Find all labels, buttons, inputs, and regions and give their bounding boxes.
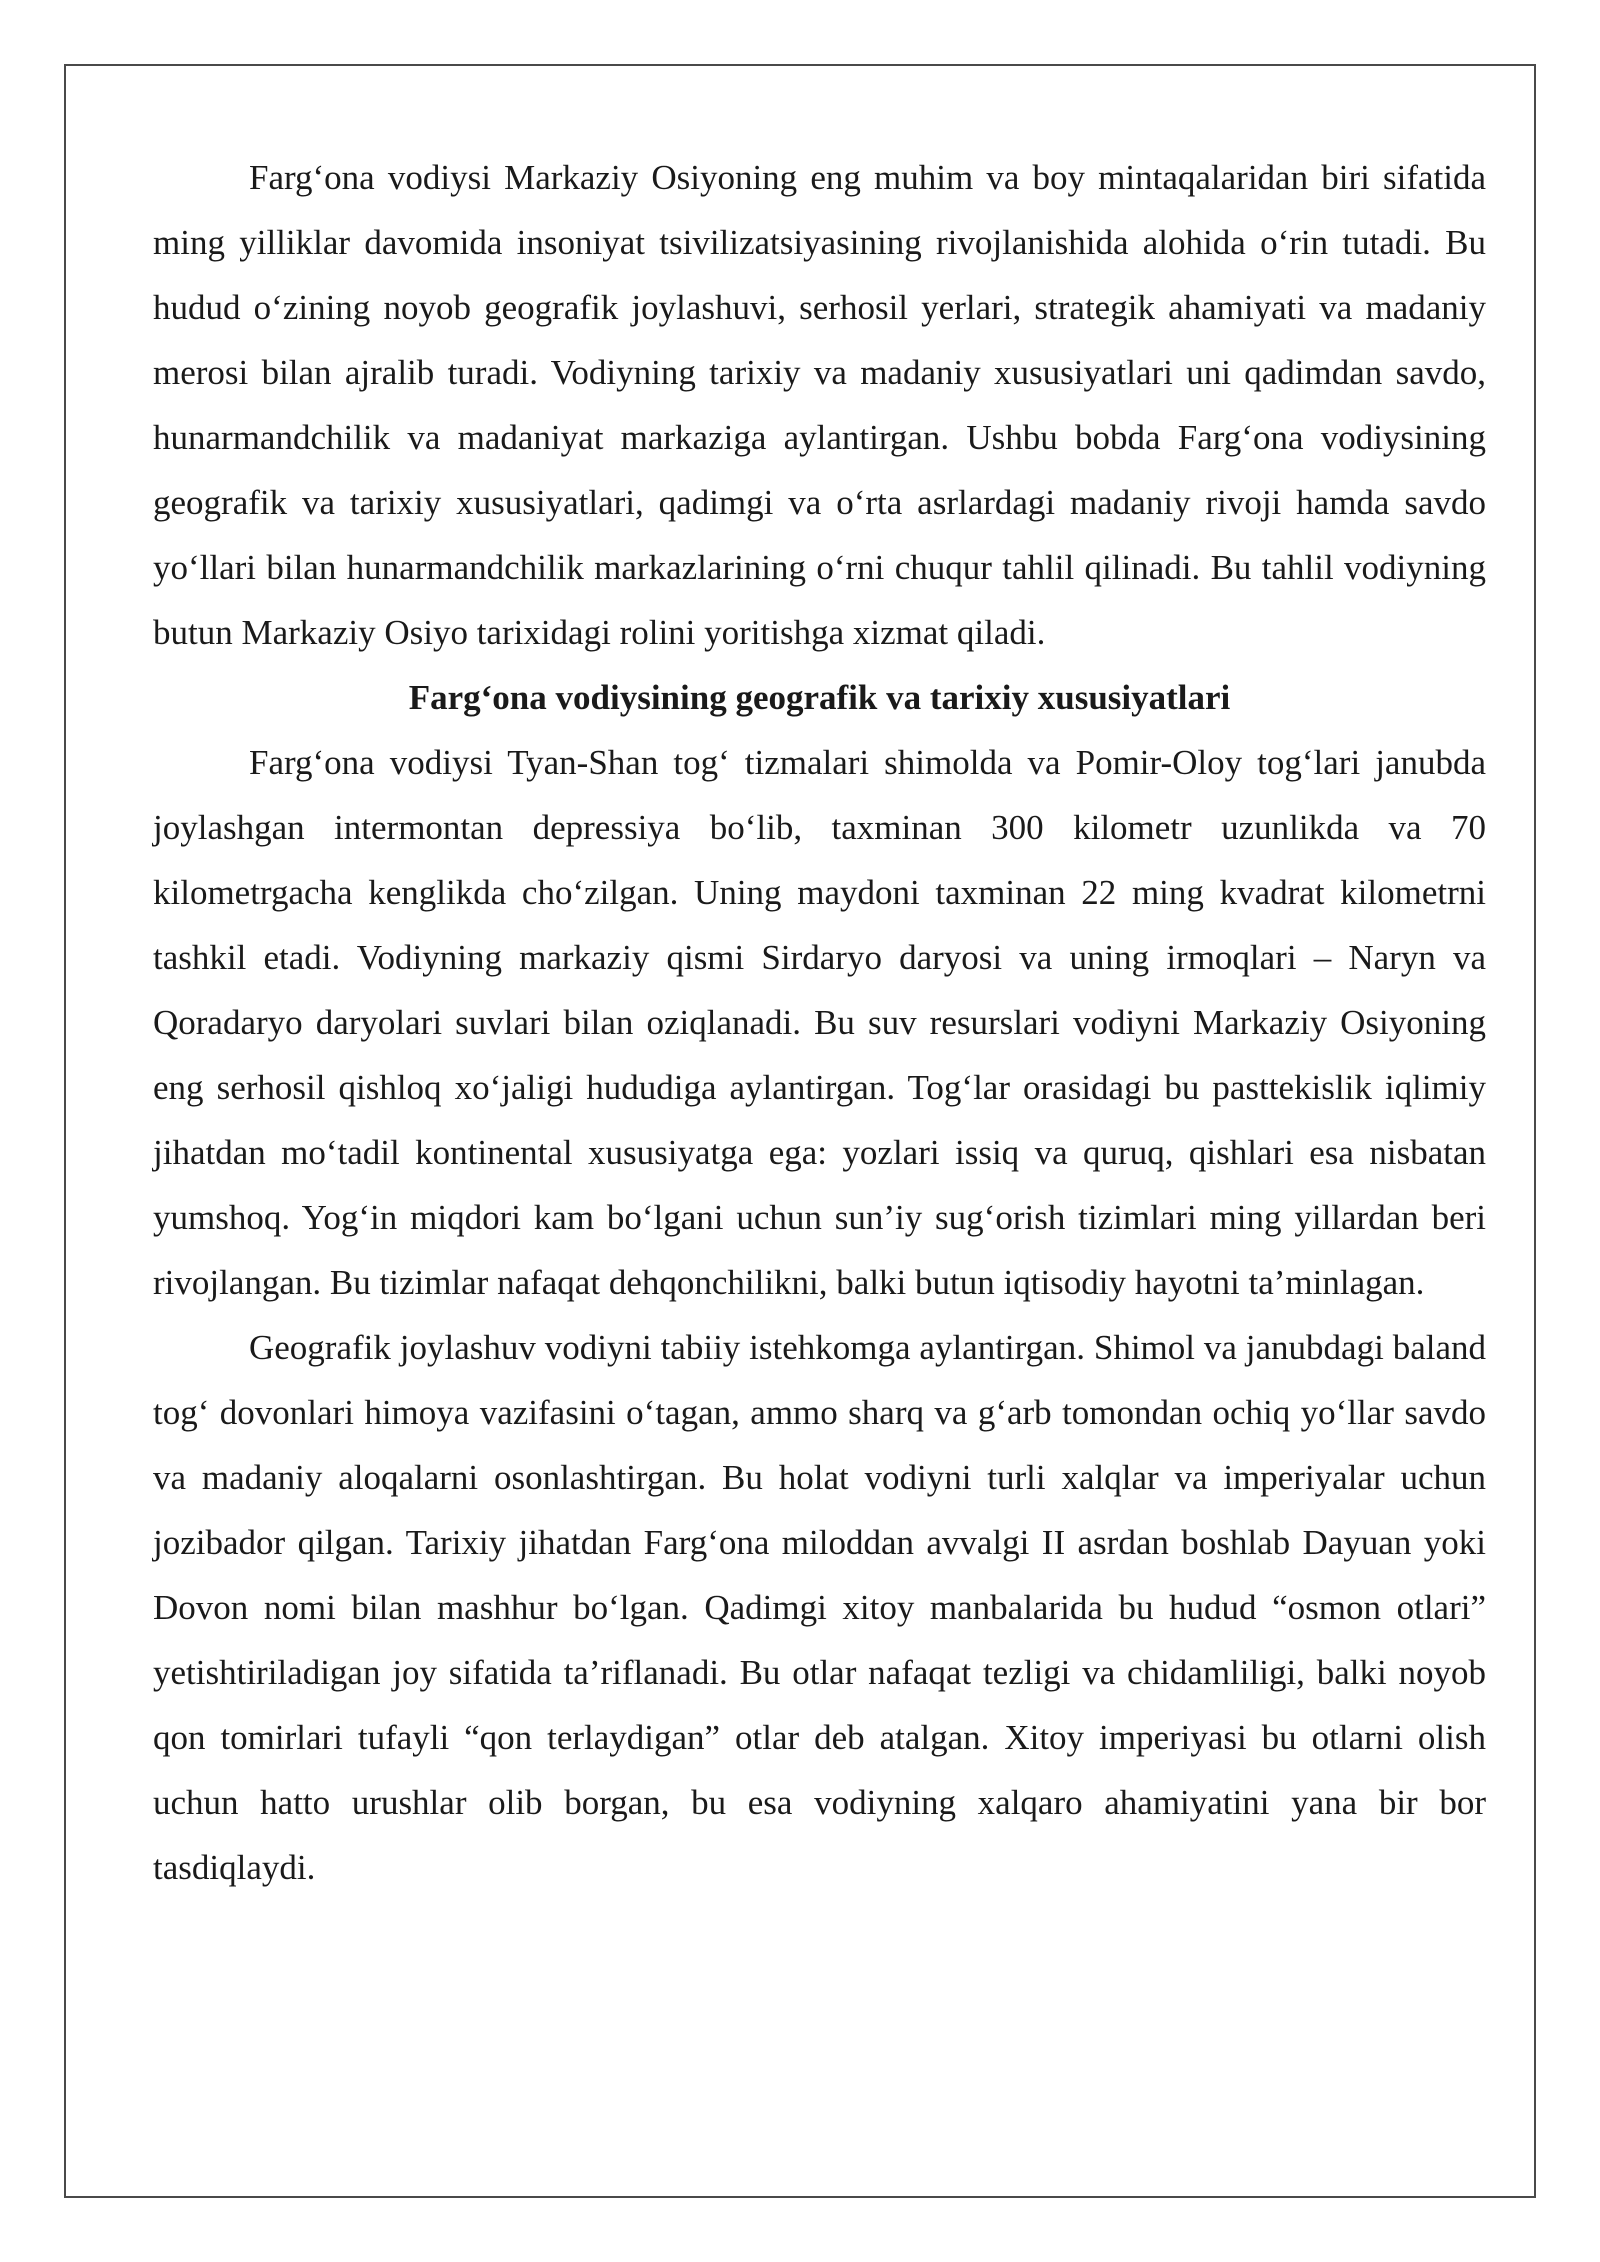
intro-paragraph: Farg‘ona vodiysi Markaziy Osiyoning eng muhim va boy mintaqalaridan biri sifatida ming yilliklar davomida insoniyat tsivilizatsiyasining rivojlanishida alohida o‘rin tutadi. Bu hudud o‘zining noyob geografik joylashuvi, serhosil yerlari, strategik ahamiyati va madaniy merosi bilan ajralib turadi. Vodiyning tarixiy va madaniy xususiyatlari uni qadimdan savdo, hunarmandchilik va madaniyat markaziga aylantirgan. Ushbu bobda Farg‘ona vodiysining geografik va tarixiy xususiyatlari, qadimgi va o‘rta asrlardagi madaniy rivoji hamda savdo yo‘llari bilan hunarmandchilik markazlarining o‘rni chuqur tahlil qilinadi. Bu tahlil vodiyning butun Markaziy Osiyo tarixidagi rolini yoritishga xizmat qiladi. (153, 158, 1486, 652)
body-paragraph-2: Geografik joylashuv vodiyni tabiiy istehkomga aylantirgan. Shimol va janubdagi baland tog‘ dovonlari himoya vazifasini o‘tagan, ammo sharq va g‘arb tomondan ochiq yo‘llar savdo va madaniy aloqalarni osonlashtirgan. Bu holat vodiyni turli xalqlar va imperiyalar uchun jozibador qilgan. Tarixiy jihatdan Farg‘ona miloddan avvalgi II asrdan boshlab Dayuan yoki Dovon nomi bilan mashhur bo‘lgan. Qadimgi xitoy manbalarida bu hudud “osmon otlari” yetishtiriladigan joy sifatida ta’riflanadi. Bu otlar nafaqat tezligi va chidamliligi, balki noyob qon tomirlari tufayli “qon terlaydigan” otlar deb atalgan. Xitoy imperiyasi bu otlarni olish uchun hatto urushlar olib borgan, bu esa vodiyning xalqaro ahamiyatini yana bir bor tasdiqlaydi. (153, 1328, 1486, 1887)
document-body (153, 145, 1486, 1900)
section-heading: Farg‘ona vodiysining geografik va tarixiy xususiyatlari (408, 678, 1231, 717)
body-paragraph-1: Farg‘ona vodiysi Tyan-Shan tog‘ tizmalari shimolda va Pomir-Oloy tog‘lari janubda joylashgan intermontan depressiya bo‘lib, taxminan 300 kilometr uzunlikda va 70 kilometrgacha kenglikda cho‘zilgan. Uning maydoni taxminan 22 ming kvadrat kilometrni tashkil etadi. Vodiyning markaziy qismi Sirdaryo daryosi va uning irmoqlari – Naryn va Qoradaryo daryolari suvlari bilan oziqlanadi. Bu suv resurslari vodiyni Markaziy Osiyoning eng serhosil qishloq xo‘jaligi hududiga aylantirgan. Tog‘lar orasidagi bu pasttekislik iqlimiy jihatdan mo‘tadil kontinental xususiyatga ega: yozlari issiq va quruq, qishlari esa nisbatan yumshoq. Yog‘in miqdori kam bo‘lgani uchun sun’iy sug‘orish tizimlari ming yillardan beri rivojlangan. Bu tizimlar nafaqat dehqonchilikni, balki butun iqtisodiy hayotni ta’minlagan. (153, 743, 1486, 1302)
